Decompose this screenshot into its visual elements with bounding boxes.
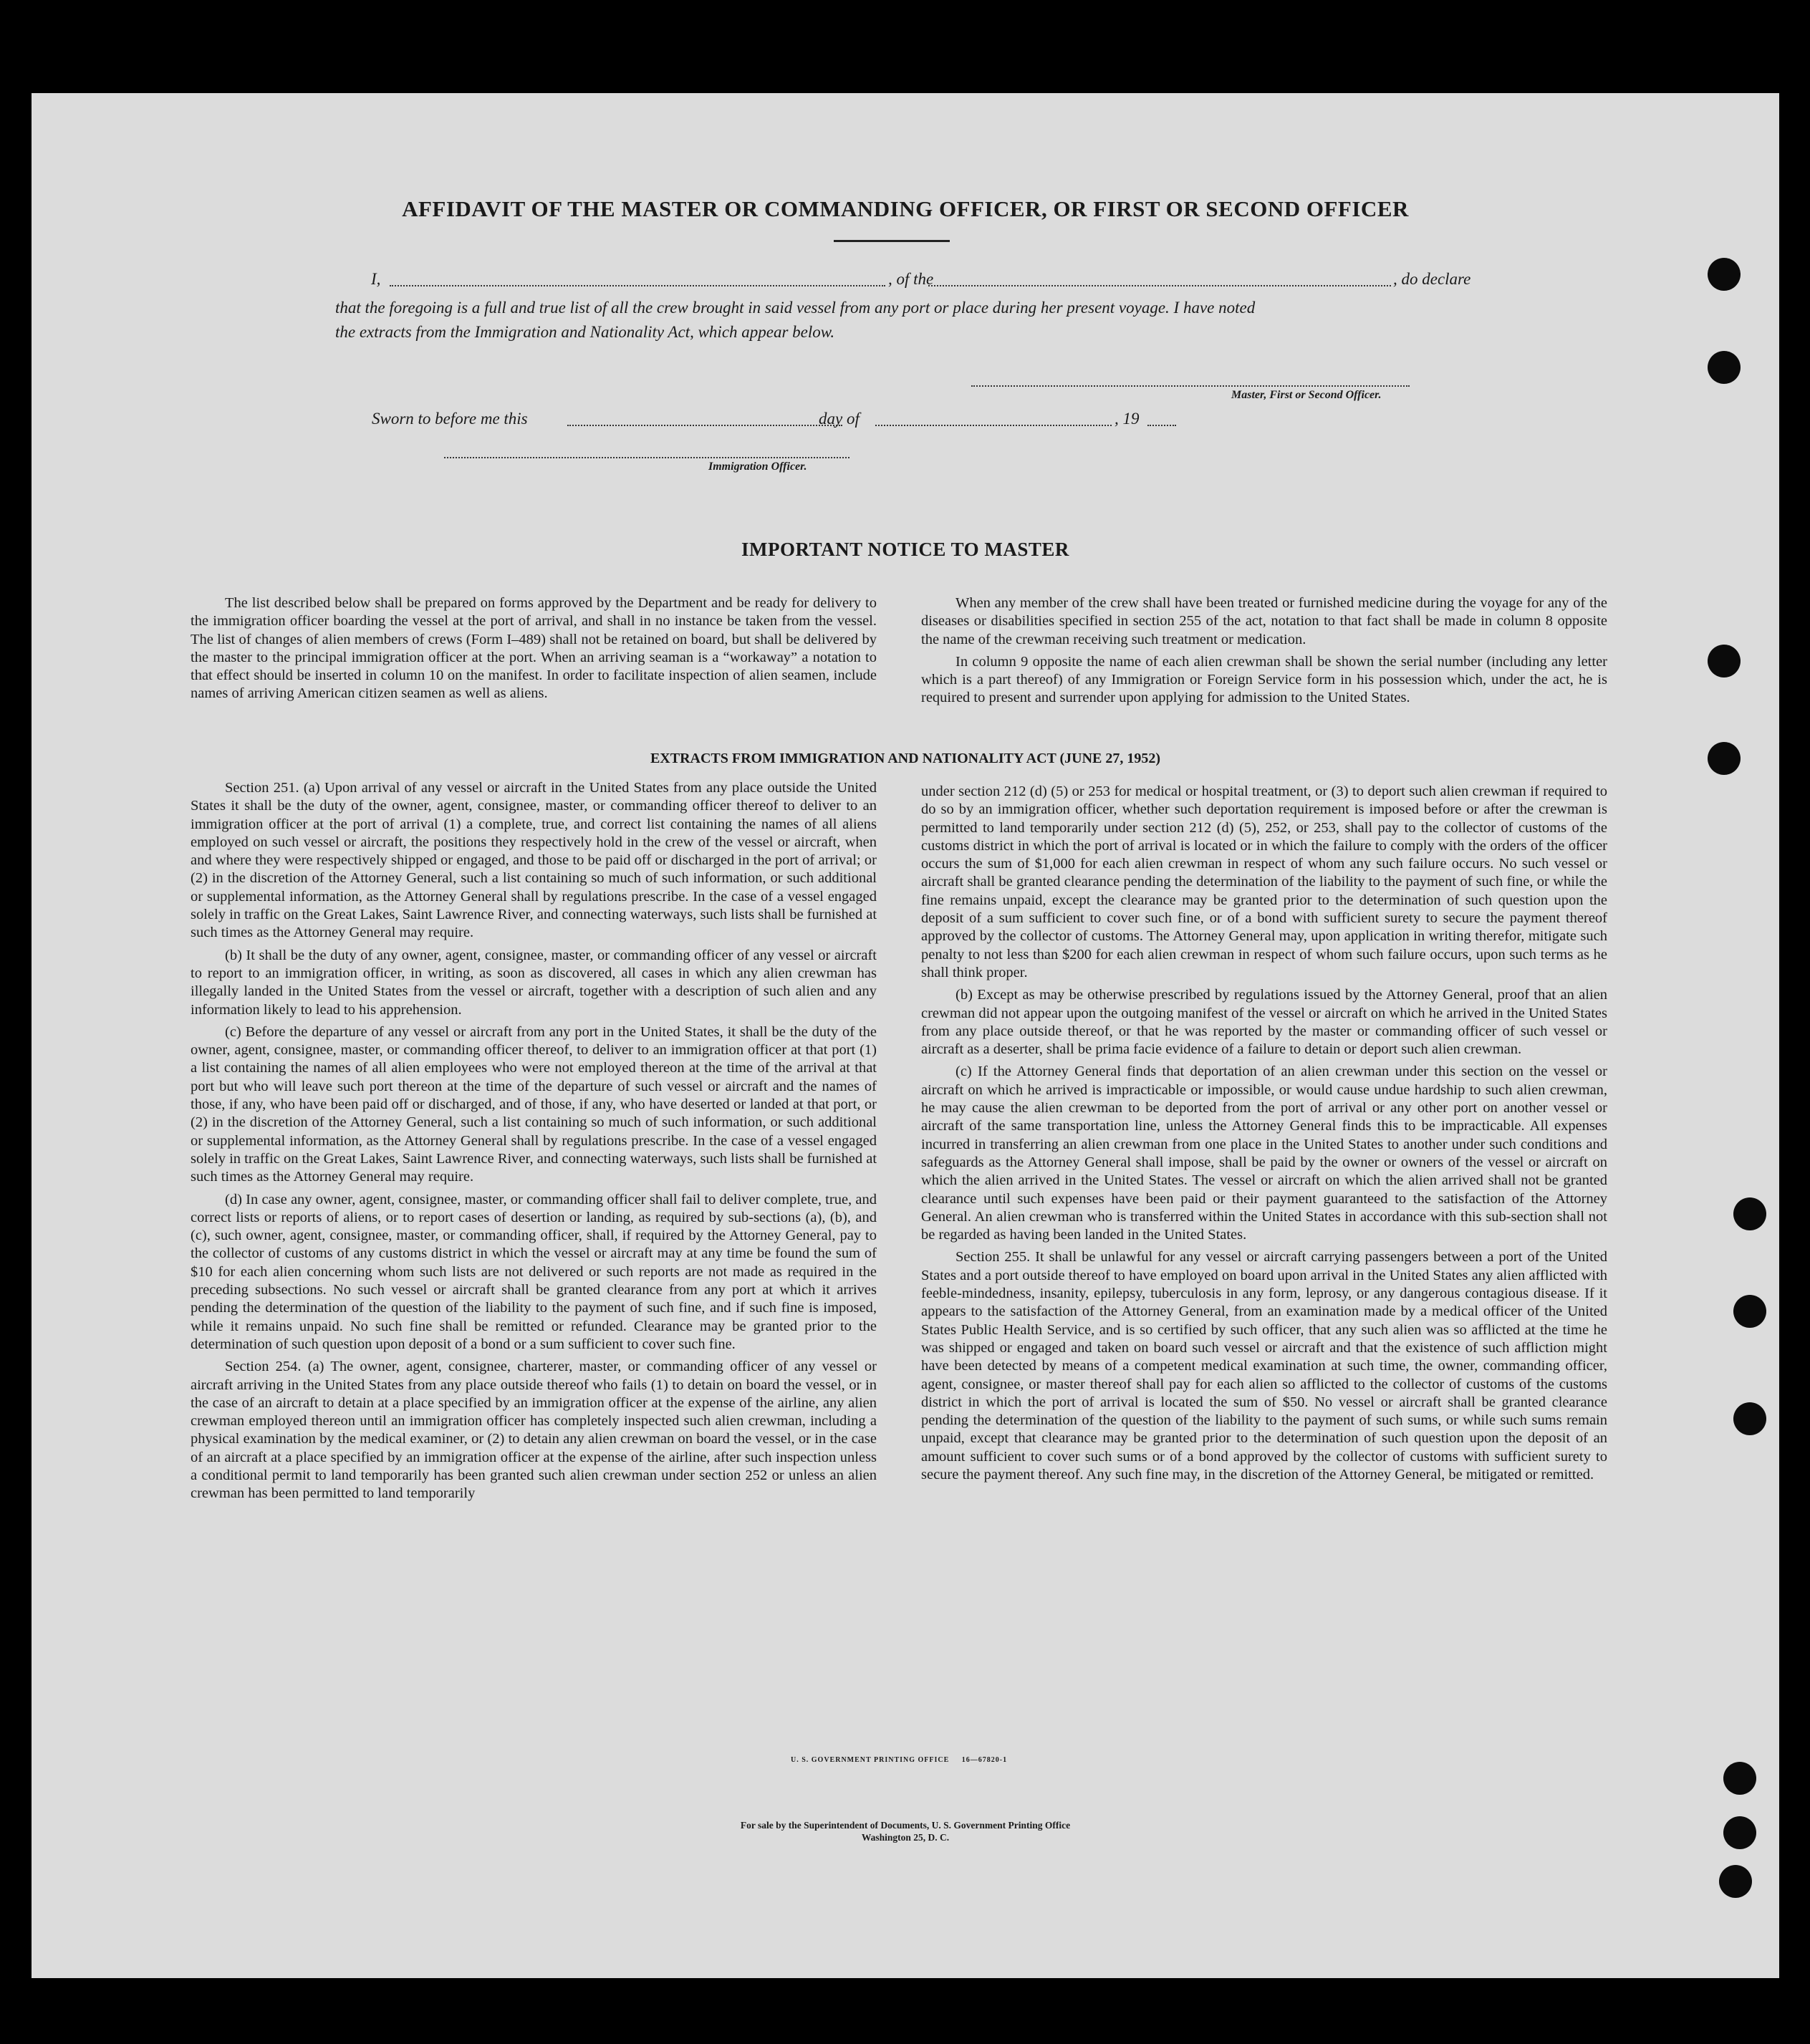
section-251-a: Section 251. (a) Upon arrival of any vessel or aircraft in the United States from any place outside the United States it shall be the duty of the owner, agent, consignee, master, or commanding officer thereof to deliver to an immigration officer at the port of arrival (1) a complete, true, and correct list containing the names of all aliens employed on such vessel or aircraft, the positions they respectively hold in the crew of the vessel or aircraft, when and where they were respectively shipped or engaged, and those to be paid off or discharged in the port of arrival; or (2) in the discretion of the Attorney General, such a list containing so much of such information, or such additional or supplemental information, as the Attorney General shall by regulations prescribe. In the case of a vessel engaged solely in traffic on the Great Lakes, Saint Lawrence River, and connecting waterways, such lists shall be furnished at such times as the Attorney General may require. — [191, 780, 877, 941]
section-255: Section 255. It shall be unlawful for any vessel or aircraft carrying passengers between a port of the United States and a port outside thereof to have employed on board upon arrival in the United States any alien afflicted with feeble-mindedness, insanity, epilepsy, tuberculosis in any form, leprosy, or any dangerous contagious disease. If it appears to the satisfaction of the Attorney General, from an examination made by a medical officer of the United States Public Health Service, and is so certified by such officer, that any such alien was so afflicted at the time he was shipped or engaged and taken on board such vessel or aircraft and that the existence of such affliction might have been detected by means of a competent medical examination at such time, the owner, commanding officer, agent, consignee, or master thereof shall pay for each alien so afflicted to the collector of customs of the customs district in which the port of arrival is located the sum of $50. No vessel or aircraft shall be granted clearance pending the determination of the question of the liability to the payment of such sums, or while such sums remain unpaid, except that clearance may be granted prior to the determination of such question upon the deposit of an amount sufficient to cover such sums or of a bond approved by the collector of customs with sufficient surety to secure the payment thereof. Any such fine may, in the discretion of the Attorney General, be mitigated or remitted. — [921, 1249, 1607, 1483]
declarant-name-field[interactable] — [390, 285, 885, 286]
gpo-imprint: U. S. GOVERNMENT PRINTING OFFICE 16—67820-1 — [791, 1756, 1008, 1764]
sworn-year-field[interactable] — [1147, 425, 1176, 426]
affidavit-line-3: the extracts from the Immigration and Nationality Act, which appear below. — [335, 323, 835, 341]
title-underline — [834, 240, 950, 242]
affidavit-line-2: that the foregoing is a full and true list of all the crew brought in said vessel from any port or place during her present voyage. I have noted — [335, 299, 1256, 317]
vessel-label: , of the — [888, 270, 934, 288]
punch-hole — [1719, 1865, 1752, 1898]
extracts-left-column — [191, 779, 877, 1503]
sworn-day-field[interactable] — [567, 425, 842, 426]
extracts-right-column — [921, 783, 1607, 1484]
notice-right-column — [921, 594, 1607, 708]
sale-notice-line-1: For sale by the Superintendent of Documents, U. S. Government Printing Office — [740, 1820, 1071, 1831]
notice-right-paragraph: When any member of the crew shall have been treated or furnished medicine during the voyage for any of the diseases or disabilities specified in section 255 of the act, notation to that fact shall be made in column 8 opposite the name of the crewman receiving such treatment or medication. — [921, 595, 1607, 647]
sworn-label: Sworn to before me this — [372, 410, 528, 428]
notice-left-paragraph: The list described below shall be prepared on forms approved by the Department and be ready for delivery to the immigration officer boarding the vessel at the port of arrival, and shall in no instance be taken from the vessel. The list of changes of alien members of crews (Form I–489) shall not be retained on board, but shall be delivered by the master to the principal immigration officer at the port. When an arriving seaman is a “workaway” a notation to that effect should be inserted in column 10 on the manifest. In order to facilitate inspection of alien seamen, include names of arriving American citizen seamen as well as aliens. — [191, 595, 877, 702]
section-254-b: (b) Except as may be otherwise prescribed by regulations issued by the Attorney General, proof that an alien crewman did not appear upon the outgoing manifest of the vessel or aircraft on which he arrived in the United States from any place outside thereof, or that he was reported by the master or commanding officer of such vessel or aircraft as a deserter, shall be prima facie evidence of a failure to detain or deport such alien crewman. — [921, 987, 1607, 1058]
punch-hole — [1708, 258, 1741, 291]
section-254-a: Section 254. (a) The owner, agent, consignee, charterer, master, or commanding officer of any vessel or aircraft arriving in the United States from any place outside thereof who fails (1) to detain on board the vessel, or in the case of an aircraft to detain at a place specified by an immigration officer at the expense of the airline, any alien crewman employed thereon until an immigration officer has completely inspected such alien crewman, including a physical examination by the medical examiner, or (2) to detain any alien crewman on board the vessel, or in the case of an aircraft at a place specified by an immigration officer at the expense of the airline, after such inspection unless a conditional permit to land temporarily has been granted such alien crewman under section 252 or unless an alien crewman has been permitted to land temporarily — [191, 1359, 877, 1502]
form-page — [32, 93, 1779, 1978]
section-251-b: (b) It shall be the duty of any owner, agent, consignee, master, or commanding officer of any vessel or aircraft to report to an immigration officer, in writing, as soon as discovered, all cases in which any alien crewman has illegally landed in the United States from the vessel or aircraft, together with a description of such alien and any information likely to lead to his apprehension. — [191, 947, 877, 1018]
notice-left-column — [191, 594, 877, 703]
sworn-month-field[interactable] — [875, 425, 1112, 426]
day-of-label: day of — [819, 410, 860, 428]
punch-hole — [1708, 645, 1741, 678]
section-251-d: (d) In case any owner, agent, consignee, master, or commanding officer shall fail to deliver complete, true, and correct lists or reports of aliens, or to report cases of desertion or landing, as required by sub-sections (a), (b), and (c), such owner, agent, consignee, master, or commanding officer, shall, if required by the Attorney General, pay to the collector of customs of any customs district in which the vessel or aircraft may at any time be found the sum of $10 for each alien concerning whom such lists are not delivered or such reports are not made as required in the preceding subsections. No such vessel or aircraft shall be granted clearance from any port at which it arrives pending the determination of the question of the liability to the payment of such fine, and if such fine is imposed, while it remains unpaid. No such fine shall be remitted or refunded. Clearance may be granted prior to the determination of such question upon deposit of a bond or a sum sufficient to cover such fine. — [191, 1191, 877, 1352]
sale-notice — [32, 1819, 1779, 1843]
master-signature-line[interactable] — [971, 385, 1410, 387]
section-251-c: (c) Before the departure of any vessel or aircraft from any port in the United States, it shall be the duty of the owner, agent, consignee, master, or commanding officer thereof, to deliver to an immigration officer at that port (1) a list containing the names of all alien employees who were not employed thereon at the time of the arrival at that port but who will leave such port thereon at the time of the departure of such vessel or aircraft and the names of those, if any, who have been paid off or discharged, and of those, if any, who have deserted or landed at that port, or (2) in the discretion of the Attorney General, such a list containing so much of such information, or such additional or supplemental information, as the Attorney General shall by regulations prescribe. In the case of a vessel engaged solely in traffic on the Great Lakes, Saint Lawrence River, and connecting waterways, such lists shall be furnished at such times as the Attorney General may require. — [191, 1023, 877, 1185]
punch-hole — [1708, 351, 1741, 384]
punch-hole — [1733, 1197, 1766, 1230]
declare-label: , do declare — [1393, 270, 1471, 288]
declarant-label: I, — [371, 270, 381, 288]
notice-right-paragraph: In column 9 opposite the name of each alien crewman shall be shown the serial number (including any letter which is a part thereof) of any Immigration or Foreign Service form in his possession which, under the act, he is required to present and surrender upon applying for admission to the United States. — [921, 653, 1607, 706]
affidavit-title: AFFIDAVIT OF THE MASTER OR COMMANDING OFFICER, OR FIRST OR SECOND OFFICER — [402, 196, 1409, 221]
master-signature-label: Master, First or Second Officer. — [1231, 389, 1382, 401]
punch-hole — [1733, 1295, 1766, 1328]
punch-hole — [1723, 1816, 1756, 1849]
immigration-officer-label: Immigration Officer. — [708, 461, 807, 473]
year-label: , 19 — [1115, 410, 1140, 428]
punch-hole — [1708, 742, 1741, 775]
immigration-officer-signature-line[interactable] — [444, 457, 849, 458]
section-254-a-continued: under section 212 (d) (5) or 253 for medical or hospital treatment, or (3) to deport such alien crewman if required to do so by an immigration officer, whether such deportation requirement is imposed before or after the crewman is permitted to land temporarily under section 212 (d) (5), 252, or 253, shall pay to the collector of customs of the customs district in which the port of arrival is located or in which the failure to comply with the orders of the officer occurs the sum of $1,000 for each alien crewman in respect of whom any such failure occurs. No such vessel or aircraft shall be granted clearance pending the determination of the liability to the payment of such fine, or while the fine remains unpaid, except the clearance may be granted prior to the determination of such question upon the deposit of a sum sufficient to cover such fine, or of a bond with sufficient surety to secure the payment thereof approved by the collector of customs. The Attorney General may, upon application in writing therefor, mitigate such penalty to not less than $200 for each alien crewman in respect of whom such failure occurs, upon such terms as he shall think proper. — [921, 784, 1607, 980]
section-254-c: (c) If the Attorney General finds that deportation of an alien crewman under this section on the vessel or aircraft on which he arrived is impracticable or impossible, or would cause undue hardship to such alien crewman, he may cause the alien crewman to be deported from the port of arrival or any other port on another vessel or aircraft of the same transportation line, unless the Attorney General finds this to be impracticable. All expenses incurred in transferring an alien crewman from one place in the United States to another under such conditions and safeguards as the Attorney General shall impose, shall be paid by the owner or owners of the vessel or aircraft on which the alien arrived in the United States. The vessel or aircraft on which the alien arrived shall not be granted clearance until such expenses have been paid or their payment guaranteed to the satisfaction of the Attorney General. An alien crewman who is transferred within the United States in accordance with this sub-section shall not be regarded as having been landed in the United States. — [921, 1064, 1607, 1243]
punch-hole — [1723, 1762, 1756, 1795]
notice-title: IMPORTANT NOTICE TO MASTER — [741, 539, 1069, 560]
extracts-title: EXTRACTS FROM IMMIGRATION AND NATIONALITY ACT (JUNE 27, 1952) — [650, 751, 1161, 766]
punch-hole — [1733, 1402, 1766, 1435]
sale-notice-line-2: Washington 25, D. C. — [861, 1832, 950, 1843]
vessel-name-field[interactable] — [928, 285, 1391, 286]
